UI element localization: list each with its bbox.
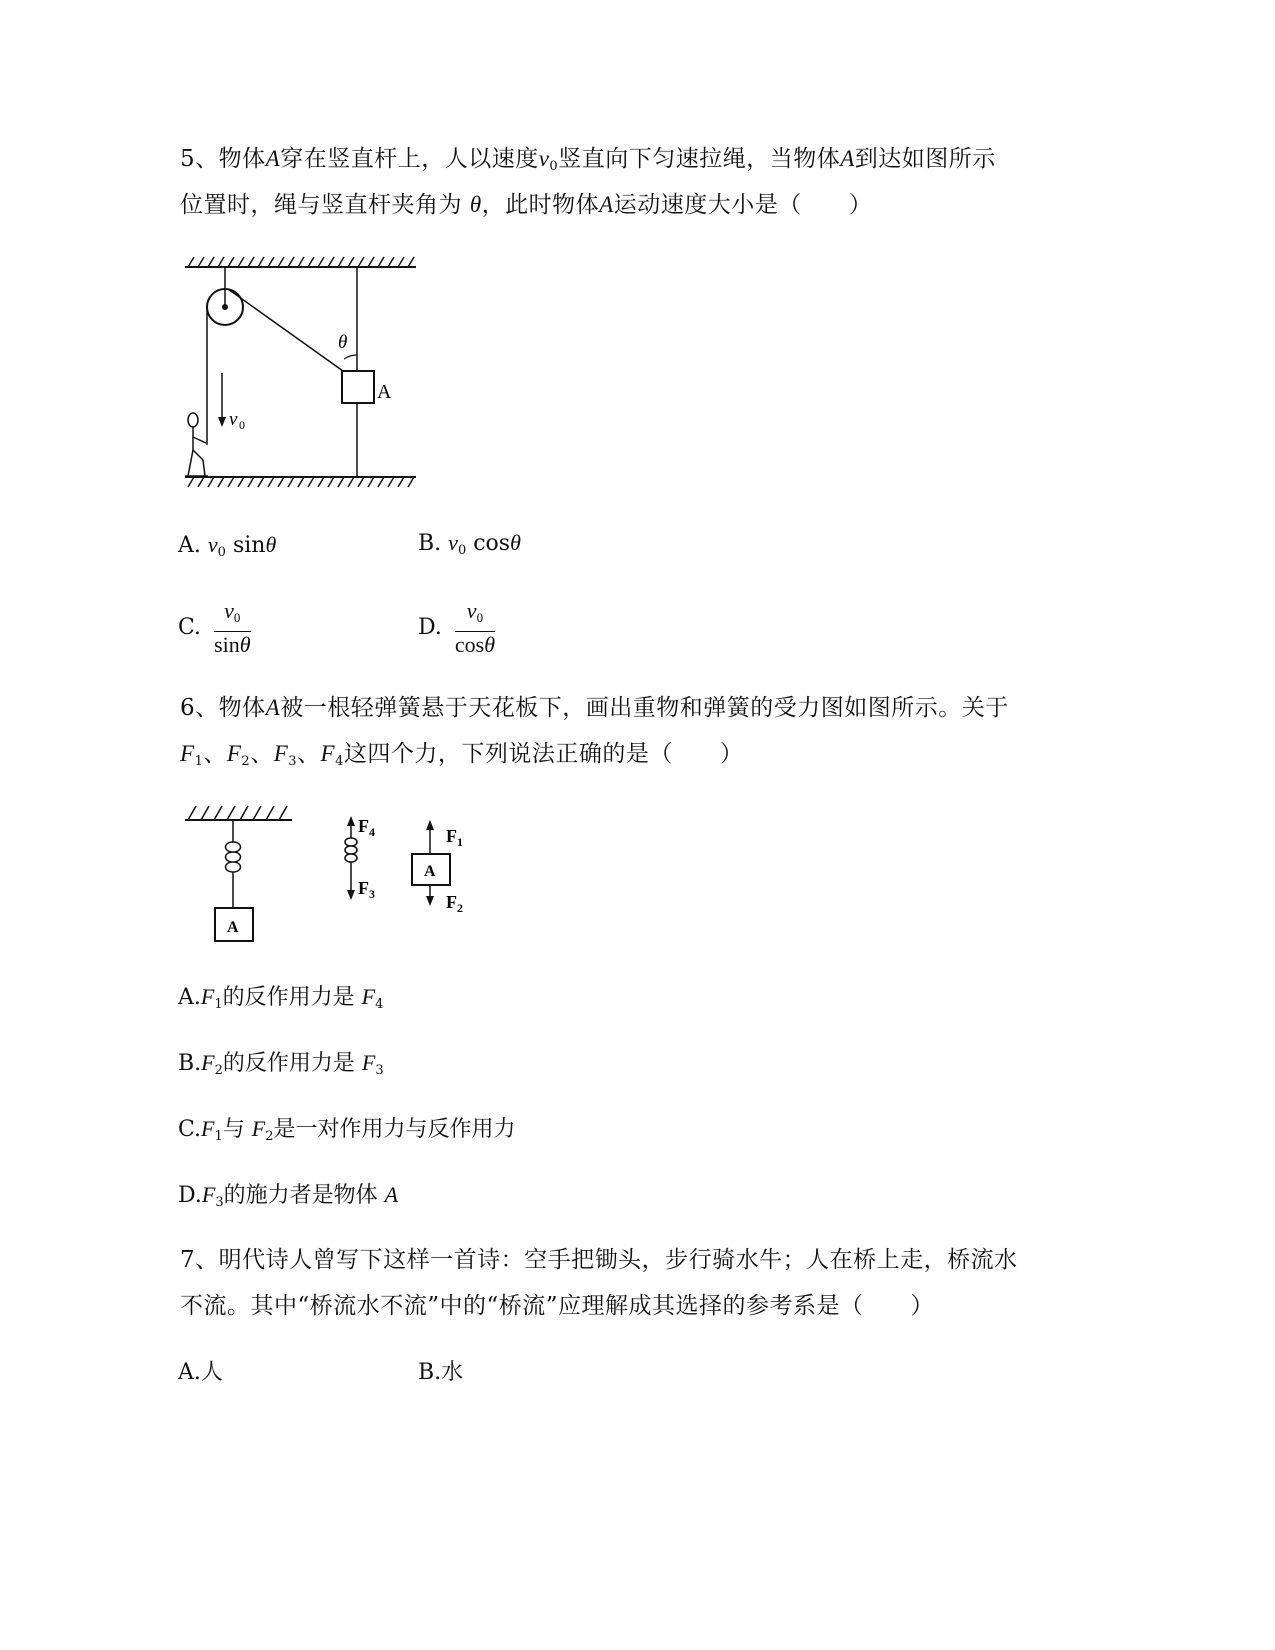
q5-figure-theta: θ — [338, 332, 348, 353]
q6-figure-F4: $F_4$ — [358, 816, 375, 839]
q5-figure-v-sub: 0 — [239, 418, 245, 432]
q6-figure-F1: $F_1$ — [446, 826, 463, 849]
q6-option-d[interactable]: $D.F_3$的施力者是物体 A — [178, 1182, 399, 1210]
q6-option-c[interactable]: $C.F_1$与 $F_2$是一对作用力与反作用力 — [178, 1116, 516, 1144]
q5-stem-line2: 位置时，绳与竖直杆夹角为 θ，此时物体A运动速度大小是（ ） — [180, 192, 873, 218]
q5-option-c[interactable]: C. $\frac{v_0}{\sin\theta}$ — [178, 598, 251, 657]
q5-pulley-figure — [180, 255, 425, 495]
q6-option-a[interactable]: $A.F_1$的反作用力是 $F_4$ — [178, 984, 384, 1012]
q6-figure-F2: $F_2$ — [446, 892, 463, 915]
person-icon — [185, 413, 208, 476]
q7-stem-line2: 不流。其中“桥流水不流”中的“桥流”应理解成其选择的参考系是（ ） — [180, 1293, 935, 1319]
q5-option-c-fraction: $\frac{v_0}{\sin\theta}$ — [214, 598, 251, 657]
q6-spring-figure — [180, 802, 480, 947]
q5-option-d-fraction: $\frac{v_0}{\cos\theta}$ — [454, 598, 495, 657]
q5-stem-line1: 5、物体A穿在竖直杆上，人以速度$v_0$竖直向下匀速拉绳，当物体A到达如图所示 — [180, 146, 996, 174]
q6-figure-block-free: A — [424, 863, 436, 880]
q7-option-a[interactable]: A.人 — [178, 1360, 223, 1385]
q6-stem-line1: 6、物体A被一根轻弹簧悬于天花板下，画出重物和弹簧的受力图如图所示。关于 — [180, 695, 1009, 721]
q5-figure-block-label: A — [377, 381, 392, 403]
q5-option-a[interactable]: A. $v_0$ sinθ — [178, 532, 277, 560]
q6-figure-block-hanging: A — [227, 919, 239, 936]
q5-option-d[interactable]: D. $\frac{v_0}{\cos\theta}$ — [418, 598, 495, 657]
q7-option-b[interactable]: B.水 — [418, 1360, 464, 1385]
q6-figure-F3: $F_3$ — [358, 878, 375, 901]
q6-option-b[interactable]: $B.F_2$的反作用力是 $F_3$ — [178, 1050, 384, 1078]
q5-option-b[interactable]: B. $v_0$ cosθ — [418, 530, 521, 558]
q5-figure-v: v — [229, 409, 238, 430]
q6-stem-line2: $F_1$、$F_2$、$F_3$、$F_4$这四个力，下列说法正确的是（ ） — [180, 741, 744, 769]
q7-stem-line1: 7、明代诗人曾写下这样一首诗：空手把锄头，步行骑水牛；人在桥上走，桥流水 — [180, 1247, 1018, 1273]
